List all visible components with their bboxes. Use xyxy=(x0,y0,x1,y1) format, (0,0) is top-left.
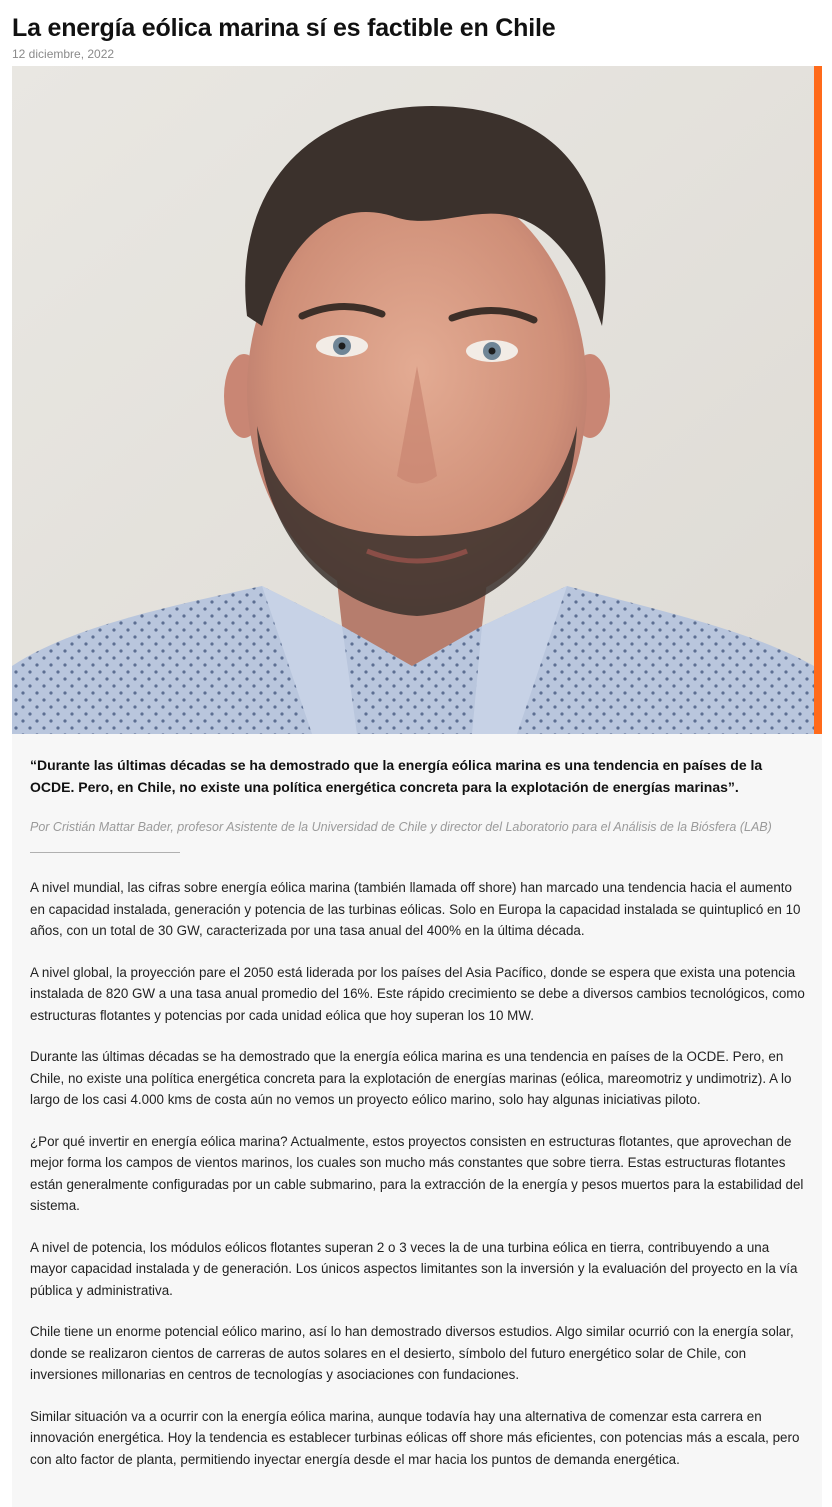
paragraph: Durante las últimas décadas se ha demostrado que la energía eólica marina es una tendencia en países de la OCDE. Pero, en Chile, no existe una política energética concreta para la explotación de energías marinas (eólica, mareomotriz y undimotriz). A lo largo de los casi 4.000 kms de costa aún no vemos un proyecto eólico marino, solo hay algunas iniciativas piloto. xyxy=(30,1049,792,1107)
paragraph: A nivel de potencia, los módulos eólicos flotantes superan 2 o 3 veces la de una turbina eólica en tierra, contribuyendo a una mayor capacidad instalada y de generación. Los únicos aspectos limitantes son la inversión y la evaluación del proyecto en la vía pública y administrativa. xyxy=(30,1239,798,1298)
article-title: La energía eólica marina sí es factible en Chile xyxy=(12,14,556,42)
paragraph: A nivel mundial, las cifras sobre energía eólica marina (también llamada off shore) han marcado una tendencia hacia el aumento en capacidad instalada, generación y potencia de las turbinas eólicas. Solo en Europa la capacidad instalada se quintuplicó en 10 años, con un total de 30 GW, caracterizada por una tasa anual del 400% en la última década. xyxy=(30,880,801,938)
author-photo xyxy=(12,66,814,734)
paragraph: Similar situación va a ocurrir con la energía eólica marina, aunque todavía hay una alternativa de comenzar esta carrera en innovación energética. Hoy la tendencia es establecer turbinas eólicas off shore más eficientes, con potencias más a escala, pero con alto factor de planta, permitiendo inyectar energía desde el mar hacia los puntos de demanda energética. xyxy=(30,1408,800,1467)
paragraph: ¿Por qué invertir en energía eólica marina? Actualmente, estos proyectos consisten en estructuras flotantes, que aprovechan de mejor forma los campos de vientos marinos, los cuales son mucho más constantes que sobre tierra. Estas estructuras flotantes están generalmente configuradas por un cable submarino, para la extracción de la energía y pesos muertos para la estabilidad del sistema. xyxy=(30,1133,804,1213)
article-lead: “Durante las últimas décadas se ha demostrado que la energía eólica marina es una tendencia en países de la OCDE. Pero, en Chile, no existe una política energética concreta para la explotación de energías marinas”. xyxy=(30,757,763,795)
paragraph: Chile tiene un enorme potencial eólico marino, así lo han demostrado diversos estudios. Algo similar ocurrió con la energía solar, donde se realizaron cientos de carreras de autos solares en el desierto, símbolo del futuro energético solar de Chile, con inversiones millonarias en centros de tecnologías y asociaciones con fundaciones. xyxy=(30,1324,794,1382)
photo-accent-bar xyxy=(814,66,822,734)
byline-divider xyxy=(30,852,180,853)
portrait-photo-icon xyxy=(12,66,814,734)
article-date: 12 diciembre, 2022 xyxy=(12,47,115,61)
article-paragraphs xyxy=(30,877,805,1490)
article-byline: Por Cristián Mattar Bader, profesor Asistente de la Universidad de Chile y director del Laboratorio para el Análisis de la Biósfera (LAB) xyxy=(30,820,772,834)
paragraph: A nivel global, la proyección pare el 2050 está liderada por los países del Asia Pacífico, donde se espera que exista una potencia instalada de 820 GW a una tasa anual promedio del 16%. Este rápido crecimiento se debe a diversos cambios tecnológicos, como estructuras flotantes y potencias por cada unidad eólica que hoy superan los 10 MW. xyxy=(30,964,805,1023)
article-body xyxy=(12,734,822,1507)
